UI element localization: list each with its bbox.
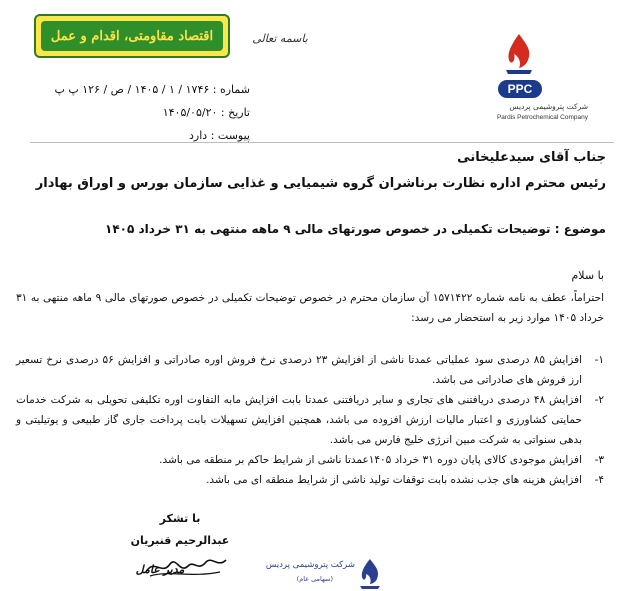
flame-icon [502,32,536,74]
company-logo [488,32,588,132]
letter-date-value: ۱۴۰۵/۰۵/۲۰ [162,106,218,119]
company-stamp [235,555,385,591]
list-item [16,450,604,470]
letter-date-row [40,101,250,124]
recipient-title: رئیس محترم اداره نظارت برناشران گروه شیمیایی و غذایی سازمان بورس و اوراق بهادار [35,176,606,191]
item-number: ۲- [594,394,604,406]
list-item [16,350,604,390]
item-number: ۴- [594,474,604,486]
letter-subject: موضوع : توضیحات تکمیلی در خصوص صورتهای مالی ۹ ماهه منتهی به ۳۱ خرداد ۱۴۰۵ [105,222,606,236]
item-text: افزایش هزینه های جذب نشده بابت توقفات تولید ناشی از شرایط منطقه ای می باشد. [206,474,582,486]
items-list [16,350,604,490]
logo-mark: PPC [498,80,542,98]
logo-name-fa: شرکت پتروشیمی پردیس [509,102,588,111]
recipient-name: جناب آقای سیدعلیخانی [457,150,606,165]
stamp-text: شرکت پتروشیمی پردیس [265,560,355,570]
list-item [16,470,604,490]
slogan-text: اقتصاد مقاومتی، اقدام و عمل [50,28,214,44]
letter-number-value: ۱۷۴۶ / ۱ / ۱۴۰۵ / ص / ۱۲۶ پ پ [54,83,210,96]
stamp-subtext: (سهامی عام) [296,575,333,583]
logo-name-en: Pardis Petrochemical Company [496,114,588,121]
letter-attachment-label: پیوست : [210,129,250,142]
slogan-banner-inner [41,21,223,51]
greeting: با سلام [571,269,604,282]
list-item [16,390,604,450]
item-text: افزایش ۴۸ درصدی دریافتنی های تجاری و سایر دریافتنی عمدتا بابت افزایش مابه التفاوت اوره تکلیفی تحویلی به شرکت خدمات حمایتی کشاورزی و اعتبار مالیات ارزش افزوده می باشد، همچنین افزایش تسهیلات بابت پرداخت جاری گاز طبیعی و یوتیلیتی و بدهی سنواتی به شرکت مبین انرژی خلیج فارس می باشد. [16,394,582,446]
signatory-title: مدیر عامل [135,563,185,576]
letter-number-row [40,78,250,101]
closing-text: با تشکر [159,512,201,525]
signature-block [120,512,240,547]
letter-number-label: شماره : [212,83,250,96]
letter-attachment-value: دارد [189,129,208,142]
slogan-banner [34,14,230,58]
item-text: افزایش ۸۵ درصدی سود عملیاتی عمدتا ناشی از افزایش ۲۳ درصدی نرخ فروش اوره صادراتی و افزایش ۵۶ درصدی نرخ تسعیر ارز فروش های صادراتی می باشد. [16,354,583,386]
item-text: افزایش موجودی کالای پایان دوره ۳۱ خرداد ۱۴۰۵عمدتا ناشی از شرایط حاکم بر منطقه می باشد. [159,454,582,466]
intro-paragraph: احتراماً، عطف به نامه شماره ۱۵۷۱۴۲۲ آن سازمان محترم در خصوص توضیحات تکمیلی در خصوص صورتهای مالی ۹ ماهه منتهی به ۳۱ خرداد ۱۴۰۵ موارد زیر به استحضار می رسد: [16,292,604,324]
letter-date-label: تاریخ : [220,106,250,119]
item-number: ۱- [594,354,604,366]
letter-attachment-row [40,124,250,147]
invocation-text: باسمه تعالی [252,32,308,45]
signatory-name: عبدالرحیم قنبریان [130,534,230,547]
letter-meta [40,78,250,147]
header-divider [30,142,614,143]
item-number: ۳- [594,454,604,466]
stamp-flame-icon [357,557,383,589]
